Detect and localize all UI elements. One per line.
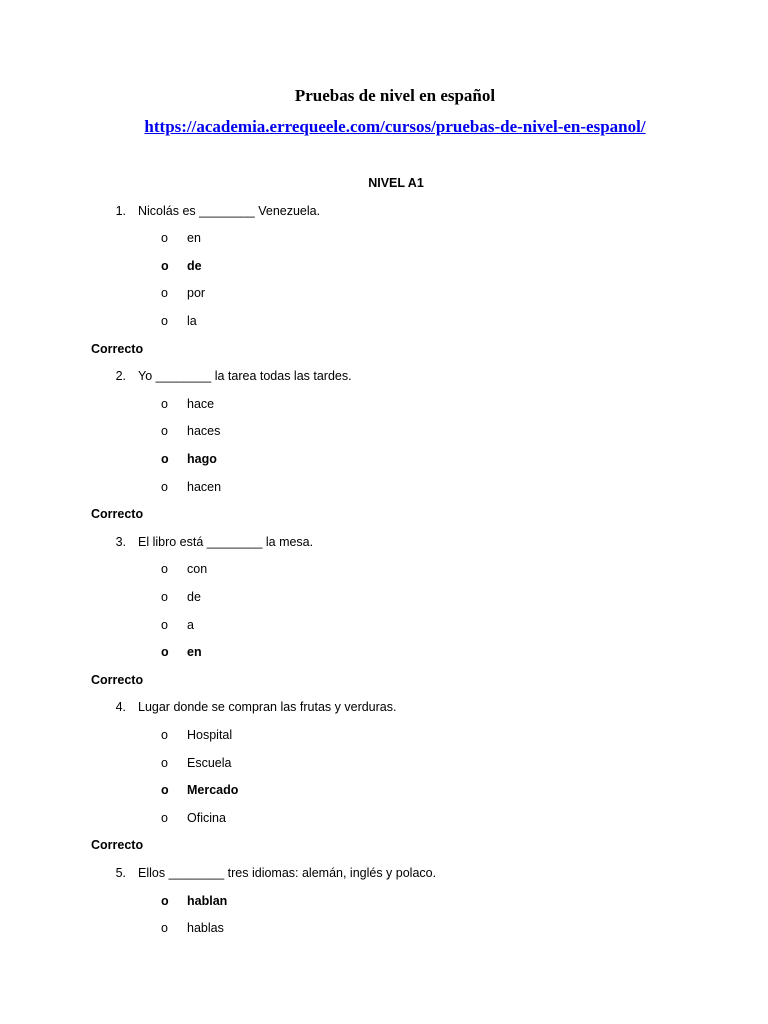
question-text: El libro está ________ la mesa. [138, 534, 314, 549]
option-bullet: o [161, 783, 169, 798]
option: Escuela [187, 755, 232, 770]
question-text: Yo ________ la tarea todas las tardes. [138, 369, 352, 384]
document-title: Pruebas de nivel en español [294, 86, 496, 105]
option: hacen [187, 479, 222, 494]
level-heading: NIVEL A1 [368, 176, 424, 190]
option: haces [187, 424, 221, 439]
option-bullet: o [161, 313, 168, 328]
question-number: 2. [115, 369, 126, 384]
option-bullet: o [161, 617, 168, 632]
question-text: Ellos ________ tres idiomas: alemán, inglés y polaco. [138, 865, 437, 880]
option-bullet: o [161, 810, 168, 825]
option-bullet: o [161, 479, 168, 494]
option: la [187, 313, 197, 328]
option: Oficina [187, 810, 226, 825]
option-bullet: o [161, 258, 169, 273]
result-label: Correcto [91, 507, 144, 522]
option-bullet: o [161, 645, 169, 660]
option-bullet: o [161, 589, 168, 604]
option-bullet: o [161, 562, 168, 577]
result-label: Correcto [91, 672, 144, 687]
question-text: Lugar donde se compran las frutas y verduras. [138, 700, 397, 715]
result-label: Correcto [91, 838, 144, 853]
question-number: 1. [115, 203, 126, 218]
option: de [187, 589, 201, 604]
option-bullet: o [161, 727, 168, 742]
option-bullet: o [161, 396, 168, 411]
option: con [187, 562, 208, 577]
option-correct: hablan [187, 893, 228, 908]
option-bullet: o [161, 424, 168, 439]
course-link[interactable]: https://academia.errequeele.com/cursos/pruebas-de-nivel-en-espanol/ [144, 117, 646, 136]
option-bullet: o [161, 893, 169, 908]
option-bullet: o [161, 451, 169, 466]
option-correct: en [187, 645, 202, 660]
option-bullet: o [161, 286, 168, 301]
option-correct: Mercado [187, 783, 239, 798]
option-bullet: o [161, 231, 168, 246]
option-correct: hago [187, 451, 217, 466]
question-text: Nicolás es ________ Venezuela. [138, 203, 321, 218]
option: hablas [187, 921, 224, 936]
question-number: 4. [115, 700, 126, 715]
option: en [187, 231, 201, 246]
question-number: 5. [115, 865, 126, 880]
option: por [187, 286, 206, 301]
question-number: 3. [115, 534, 126, 549]
option-correct: de [187, 258, 202, 273]
option: hace [187, 396, 215, 411]
option-bullet: o [161, 755, 168, 770]
option-bullet: o [161, 921, 168, 936]
result-label: Correcto [91, 341, 144, 356]
option: Hospital [187, 727, 233, 742]
option: a [187, 617, 194, 632]
